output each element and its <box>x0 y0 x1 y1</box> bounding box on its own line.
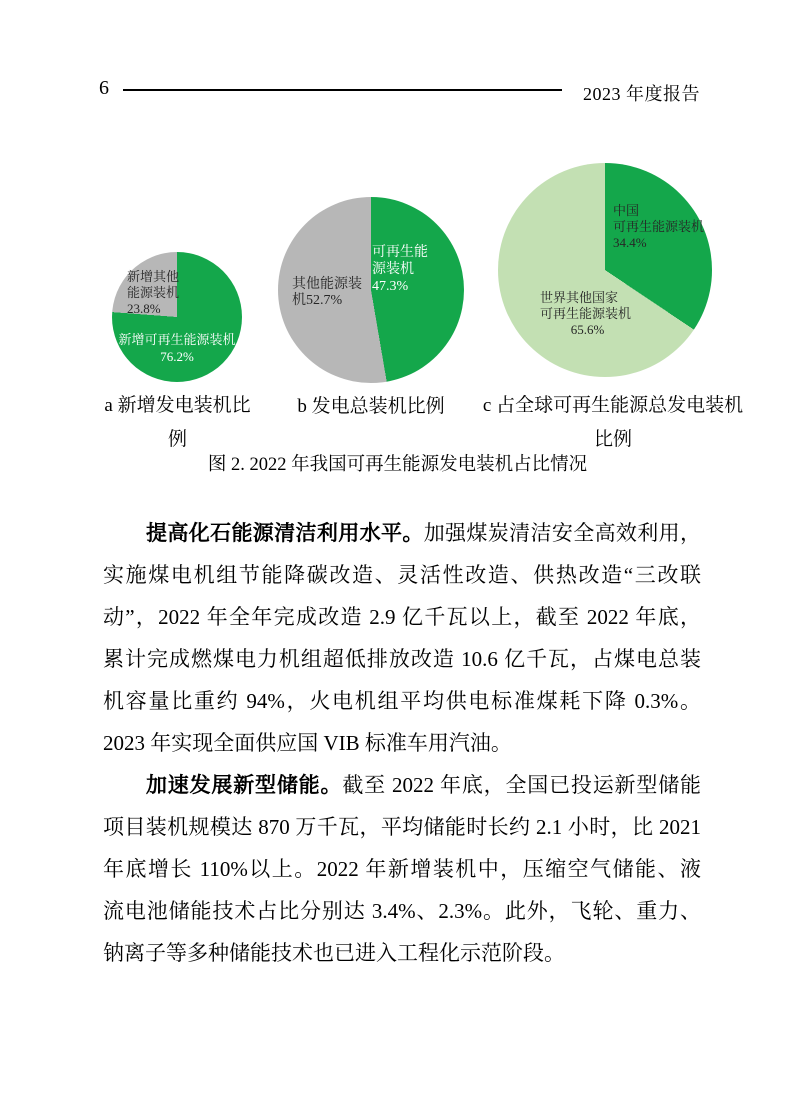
label-line: 新增可再生能源装机 <box>118 332 236 347</box>
paragraph-line <box>103 512 701 554</box>
figure-caption: 图 2. 2022 年我国可再生能源发电装机占比情况 <box>207 455 588 475</box>
caption-line: c 占全球可再生能源总发电装机 <box>482 395 744 416</box>
label-line: 可再生能 <box>372 245 428 260</box>
pie-a-green-slice-label <box>112 331 242 365</box>
label-line: 可再生能源装机 <box>613 219 705 234</box>
body-text <box>103 512 701 974</box>
pie-c-world-slice-label <box>540 290 635 338</box>
paragraph-line: 累计完成燃煤电力机组超低排放改造 10.6 亿千瓦，占煤电总装 <box>103 647 701 671</box>
caption-line: b 发电总装机比例 <box>297 396 445 417</box>
page-number: 6 <box>99 77 109 99</box>
paragraph-lead: 提高化石能源清洁利用水平。 <box>146 521 424 545</box>
label-line: 23.8% <box>127 301 161 316</box>
paragraph-line: 动”，2022 年全年完成改造 2.9 亿千瓦以上，截至 2022 年底， <box>103 605 701 629</box>
paragraph-text: 截至 2022 年底，全国已投运新型储能 <box>342 773 701 797</box>
label-line: 65.6% <box>570 322 605 337</box>
paragraph-line: 年底增长 110%以上。2022 年新增装机中，压缩空气储能、液 <box>103 857 701 881</box>
label-line: 76.2% <box>160 349 194 364</box>
label-line: 源装机 <box>372 262 414 277</box>
paragraph-line: 实施煤电机组节能降碳改造、灵活性改造、供热改造“三改联 <box>103 563 701 587</box>
label-line: 新增其他 <box>127 269 180 284</box>
caption-line: a 新增发电装机比 <box>104 395 251 416</box>
pie-a-caption <box>85 389 270 457</box>
pie-b-caption <box>278 390 464 424</box>
paragraph-lead: 加速发展新型储能。 <box>146 773 343 797</box>
caption-line: 比例 <box>593 429 632 450</box>
label-line: 中国 <box>613 203 640 218</box>
label-line: 机52.7% <box>292 293 343 308</box>
pie-chart-global-renewable-share <box>498 163 712 377</box>
label-line: 可再生能源装机 <box>540 306 632 321</box>
label-line: 47.3% <box>372 279 409 294</box>
label-line: 其他能源装 <box>292 277 362 292</box>
pie-b-gray-slice-label <box>292 277 362 309</box>
paragraph-line: 机容量比重约 94%，火电机组平均供电标准煤耗下降 0.3%。 <box>103 689 701 713</box>
paragraph-line: 2023 年实现全面供应国 VIB 标准车用汽油。 <box>103 731 512 755</box>
pie-b-green-slice-label <box>372 244 428 295</box>
pie-c-caption <box>463 389 763 457</box>
label-line: 世界其他国家 <box>540 290 619 305</box>
caption-line: 例 <box>167 429 187 450</box>
label-line: 34.4% <box>613 235 647 250</box>
pie-a-gray-slice-label <box>127 269 179 317</box>
paragraph-line: 项目装机规模达 870 万千瓦，平均储能时长约 2.1 小时，比 2021 <box>103 815 701 839</box>
paragraph-text: 加强煤炭清洁安全高效利用， <box>423 521 702 545</box>
header-title: 2023 年度报告 <box>583 84 700 104</box>
paragraph-line <box>103 764 701 806</box>
paragraph-line: 钠离子等多种储能技术也已进入工程化示范阶段。 <box>103 941 565 965</box>
pie-c-china-slice-label <box>613 203 704 251</box>
header-rule <box>123 89 562 91</box>
paragraph-line: 流电池储能技术占比分别达 3.4%、2.3%。此外，飞轮、重力、 <box>103 899 701 923</box>
label-line: 能源装机 <box>127 285 180 300</box>
